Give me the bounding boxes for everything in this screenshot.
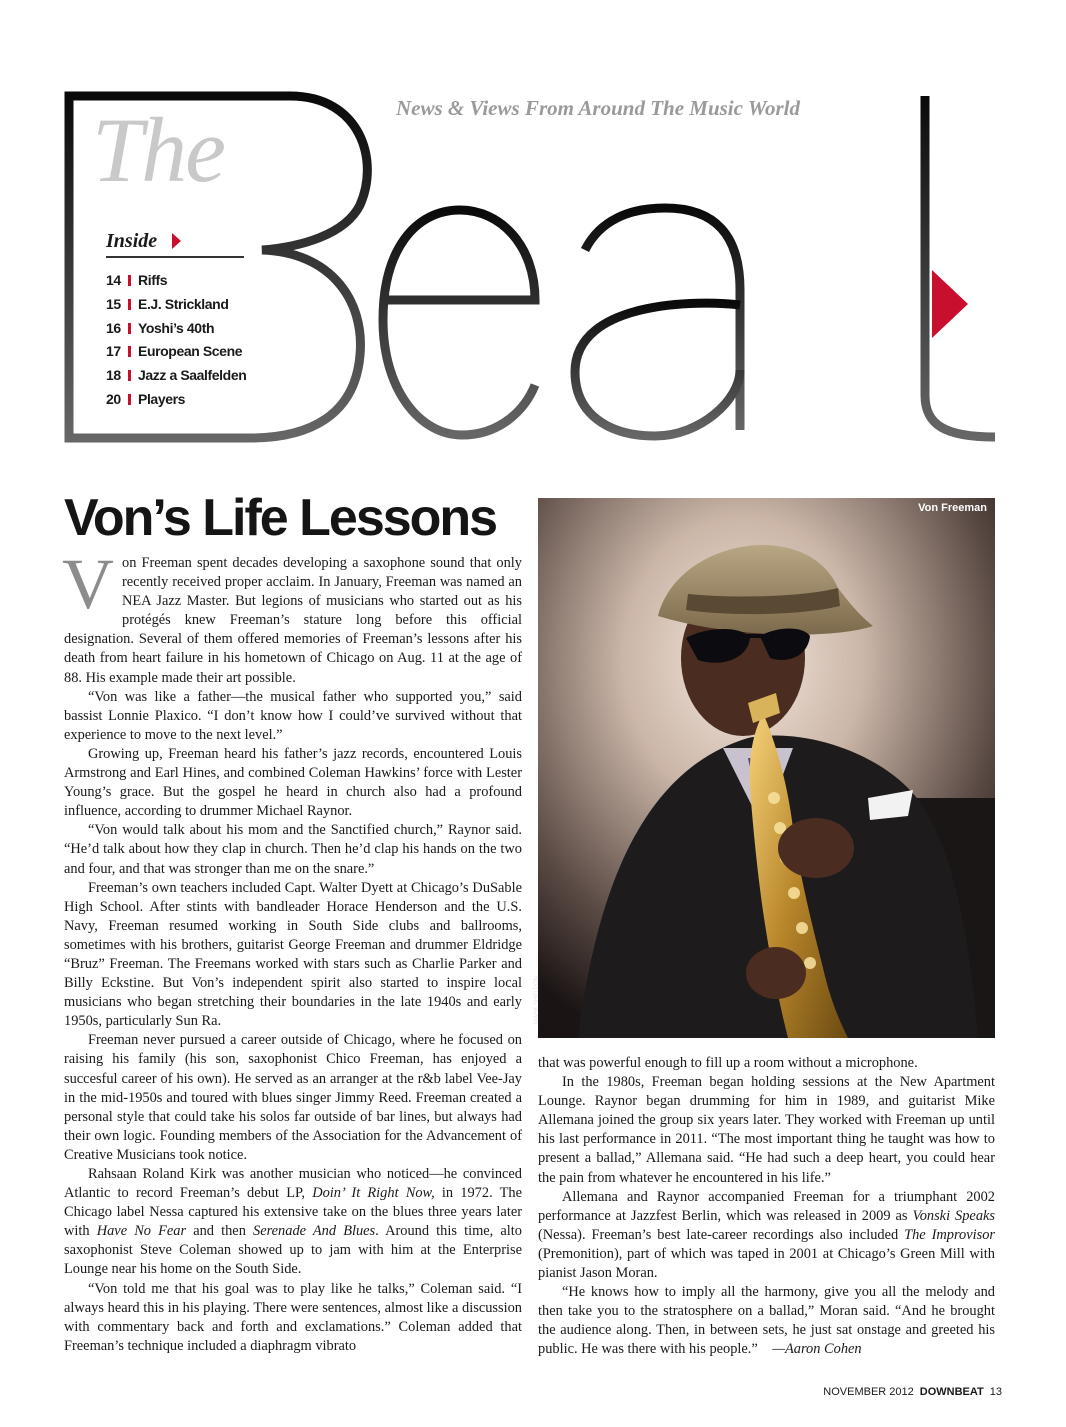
toc-label: Riffs [138, 272, 168, 288]
drop-cap: V [62, 544, 114, 624]
paragraph: Growing up, Freeman heard his father’s jazz records, encountered Louis Armstrong and Earl Hines, and combined Coleman Hawkins’ force with Lester Young’s grace. But the gospel he heard in church also had a profound influence, according to drummer Michael Raynor. [64, 745, 522, 820]
paragraph: Rahsaan Roland Kirk was another musician who noticed—he convinced Atlantic to record Freeman’s debut LP, Doin’ It Right Now, in 1972. The Chicago label Nessa captured his extensive take on the blues three years later with Have No Fear and then Serenade And Blues. Around this time, alto saxophonist Steve Coleman showed up to jam with him at the Enterprise Lounge near his home on the South Side. [64, 1166, 522, 1278]
folio-date: NOVEMBER 2012 [823, 1386, 914, 1398]
toc-bar [128, 394, 131, 405]
toc-item[interactable] [106, 365, 246, 389]
toc-page: 20 [106, 390, 121, 407]
masthead-the: The [92, 99, 224, 201]
toc-page: 14 [106, 272, 121, 288]
folio-magazine: DOWNBEAT [919, 1386, 984, 1398]
toc-page: 16 [106, 319, 121, 336]
photo-caption: Von Freeman [918, 502, 987, 514]
article-column-1 [62, 544, 522, 1356]
photo-credit: MARK SHELDON [534, 975, 540, 1024]
paragraph: In the 1980s, Freeman began holding sessions at the New Apartment Lounge. Raynor began drumming for him in 1989, and guitarist Mike Allemana joined the group six years later. They worked with Freeman up until his last performance in 2011. “The most important thing he taught was how to present a ballad,” Allemana said. “He had such a deep heart, you could hear the pain from whatever he encountered in his life.” [538, 1074, 995, 1186]
beat-arrow-icon [932, 270, 968, 338]
article-headline: Von’s Life Lessons [64, 489, 497, 547]
toc-page: 17 [106, 343, 121, 360]
inside-heading: Inside [106, 230, 158, 252]
toc-item[interactable] [106, 389, 246, 413]
toc-label: E.J. Strickland [138, 295, 229, 312]
toc-bar [128, 323, 131, 334]
toc-label: European Scene [138, 343, 243, 360]
toc-bar [128, 370, 131, 381]
toc-bar [128, 299, 131, 310]
toc-label: Jazz a Saalfelden [138, 367, 247, 384]
byline: —Aaron Cohen [772, 1341, 862, 1358]
toc-item[interactable] [106, 270, 246, 294]
toc-item[interactable] [106, 341, 246, 365]
toc-item[interactable] [106, 294, 246, 318]
paragraph: “Von would talk about his mom and the Sanctified church,” Raynor said. “He’d talk about how they clap in church. Then he’d clap his hands on the two and four, and that was stronger than me on the snare.” [64, 822, 522, 877]
article-column-2 [538, 1054, 995, 1360]
paragraph: Allemana and Raynor accompanied Freeman for a triumphant 2002 performance at Jazzfest Berlin, which was released in 2009 as Vonski Speaks (Nessa). Freeman’s best late-career recordings also included The Improvisor (Premonition), part of which was taped in 2001 at Chicago’s Green Mill with pianist Jason Moran. [538, 1188, 995, 1282]
toc-bar [128, 346, 131, 357]
paragraph: Freeman’s own teachers included Capt. Walter Dyett at Chicago’s DuSable High School. After stints with bandleader Horace Henderson and the U.S. Navy, Freeman resumed working in South Side clubs and ballrooms, sometimes with his brothers, guitarist George Freeman and drummer Eldridge “Bruz” Freeman. The Freemans worked with stars such as Charlie Parker and Billy Eckstine. But Von’s independent spirit also started to inspire local musicians who began stretching their boundaries in the late 1940s and early 1950s, particularly Sun Ra. [64, 879, 522, 1030]
paragraph: Von Freeman spent decades developing a saxophone sound that only recently received proper acclaim. In January, Freeman was named an NEA Jazz Master. But legions of musicians who started out as his protégés knew Freeman’s stature long before this official designation. Several of them offered memories of Freeman’s lessons after his death from heart failure in his hometown of Chicago on Aug. 11 at the age of 88. His example made their art possible. [62, 544, 522, 686]
toc-label: Players [138, 390, 186, 407]
toc-item[interactable] [106, 318, 246, 342]
inside-toc [106, 270, 246, 413]
paragraph: “Von told me that his goal was to play like he talks,” Coleman said. “I always heard this in his playing. There were sentences, almost like a discussion with commentary back and forth and exclamations.” Coleman added that Freeman’s technique included a diaphragm vibrato [64, 1280, 522, 1354]
toc-page: 18 [106, 367, 121, 384]
paragraph: that was powerful enough to fill up a room without a microphone. [538, 1055, 918, 1071]
triangle-right-icon [172, 233, 181, 249]
saxophonist-photo [538, 498, 995, 1038]
folio-page-number: 13 [989, 1386, 1002, 1398]
inside-divider [106, 256, 244, 258]
paragraph: Freeman never pursued a career outside of Chicago, where he focused on raising his family (his son, saxophonist Chico Freeman, has enjoyed a succesful career of his own). He served as an arranger at the r&b label Vee-Jay in the mid-1950s and toured with blues singer Jimmy Reed. Freeman created a personal style that could take his solos far outside of bar lines, but always had their own logic. Founding members of the Association for the Advancement of Creative Musicians took notice. [64, 1032, 522, 1163]
toc-label: Yoshi’s 40th [138, 319, 215, 336]
paragraph: “Von was like a father—the musical father who supported you,” said bassist Lonnie Plaxico. “I don’t know how I could’ve survived without that experience to move to the next level.” [64, 688, 522, 743]
paragraph: “He knows how to imply all the harmony, give you all the melody and then take you to the stratosphere on a ballad,” Moran said. “And he brought the audience along. Then, in between sets, he just sat onstage and greeted his public. He was there with his people.” —Aaron Cohen [538, 1284, 995, 1358]
toc-page: 15 [106, 295, 121, 312]
toc-bar [128, 275, 131, 286]
photo-von-freeman [534, 498, 995, 1038]
masthead-tagline: News & Views From Around The Music World [396, 96, 800, 120]
page-folio [823, 1386, 1002, 1398]
